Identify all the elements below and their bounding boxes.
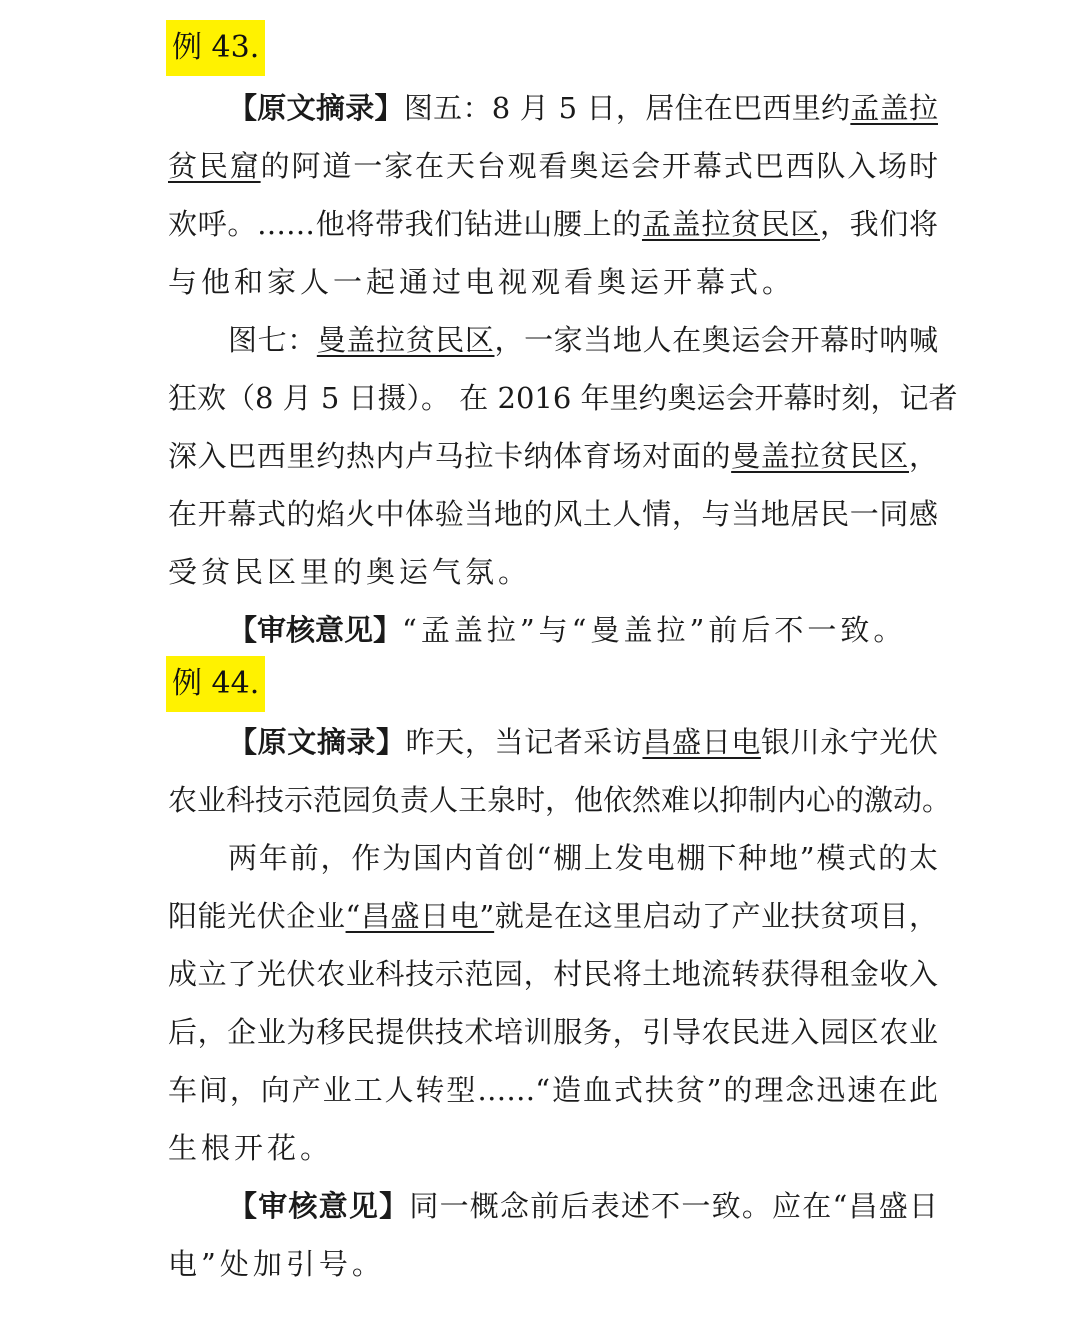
ex44-p2-line-1: 两年前，作为国内首创“棚上发电棚下种地”模式的太 xyxy=(228,841,938,875)
ex43-p1-text: 欢呼。……他将带我们钻进山腰上的 xyxy=(168,207,642,241)
ex43-p1-text: ，我们将 xyxy=(819,207,938,241)
ex44-p2-text: 就是在这里启动了产业扶贫项目， xyxy=(494,899,938,933)
ex44-underlined-term: 昌盛日电 xyxy=(642,725,761,759)
ex43-figure7-line-1 xyxy=(228,320,938,360)
ex43-p2-text: 图七： xyxy=(228,323,317,357)
ex43-p2-text: 深入巴西里约热内卢马拉卡纳体育场对面的 xyxy=(168,439,732,473)
ex44-review-text: 同一概念前后表述不一致。应在“昌盛日 xyxy=(409,1189,938,1223)
ex43-underlined-term: 曼盖拉贫民区 xyxy=(316,323,495,357)
ex44-underlined-term: “昌盛日电” xyxy=(345,899,495,933)
ex43-p2-text: ， xyxy=(908,439,938,473)
ex44-p2-line-6: 生根开花。 xyxy=(168,1131,334,1165)
ex44-p2-text: 阳能光伏企业 xyxy=(168,899,346,933)
ex43-figure7-line-5: 受贫民区里的奥运气氛。 xyxy=(168,555,532,589)
ex44-p1-text: 昨天，当记者采访 xyxy=(405,725,643,759)
ex44-source-line-1 xyxy=(228,722,938,762)
ex43-review-text: “孟盖拉”与“曼盖拉”前后不一致。 xyxy=(402,613,907,647)
ex43-underlined-term: 贫民窟 xyxy=(168,149,261,183)
ex44-p2-line-5: 车间，向产业工人转型……“造血式扶贫”的理念迅速在此 xyxy=(168,1073,938,1107)
ex43-source-line-3 xyxy=(168,204,938,244)
ex43-source-line-1 xyxy=(228,88,938,128)
ex44-source-line-2: 农业科技示范园负责人王泉时，他依然难以抑制内心的激动。 xyxy=(168,783,952,817)
ex44-review xyxy=(228,1186,938,1226)
ex44-review-line-2: 电”处加引号。 xyxy=(168,1247,385,1281)
ex43-review-label: 【审核意见】 xyxy=(228,613,403,647)
ex43-figure7-line-3 xyxy=(168,436,938,476)
ex43-figure7-line-2: 狂欢（8 月 5 日摄）。 在 2016 年里约奥运会开幕时刻，记者 xyxy=(168,381,958,415)
ex43-underlined-term: 孟盖拉贫民区 xyxy=(641,207,820,241)
ex43-p2-text: ，一家当地人在奥运会开幕时呐喊 xyxy=(494,323,938,357)
ex43-figure7-line-4: 在开幕式的焰火中体验当地的风土人情，与当地居民一同感 xyxy=(168,497,938,531)
ex44-p1-text: 银川永宁光伏 xyxy=(760,725,938,759)
ex43-source-line-2 xyxy=(168,146,938,186)
ex43-source-line-4: 与他和家人一起通过电视观看奥运开幕式。 xyxy=(168,265,796,299)
ex44-review-label: 【审核意见】 xyxy=(228,1189,410,1223)
ex44-p2-line-2 xyxy=(168,896,938,936)
ex43-review xyxy=(228,610,938,650)
ex44-p2-line-3: 成立了光伏农业科技示范园，村民将土地流转获得租金收入 xyxy=(168,957,938,991)
ex43-p1-text: 图五：8 月 5 日，居住在巴西里约 xyxy=(403,91,851,125)
ex43-source-label: 【原文摘录】 xyxy=(228,91,404,125)
ex43-underlined-term: 孟盖拉 xyxy=(850,91,938,125)
ex43-underlined-term: 曼盖拉贫民区 xyxy=(731,439,909,473)
ex44-p2-line-4: 后，企业为移民提供技术培训服务，引导农民进入园区农业 xyxy=(168,1015,938,1049)
ex44-source-label: 【原文摘录】 xyxy=(228,725,406,759)
ex43-p1-text: 的阿道一家在天台观看奥运会开幕式巴西队入场时 xyxy=(260,149,938,183)
example-43-tag: 例 43. xyxy=(166,20,265,76)
example-44-tag: 例 44. xyxy=(166,656,265,712)
